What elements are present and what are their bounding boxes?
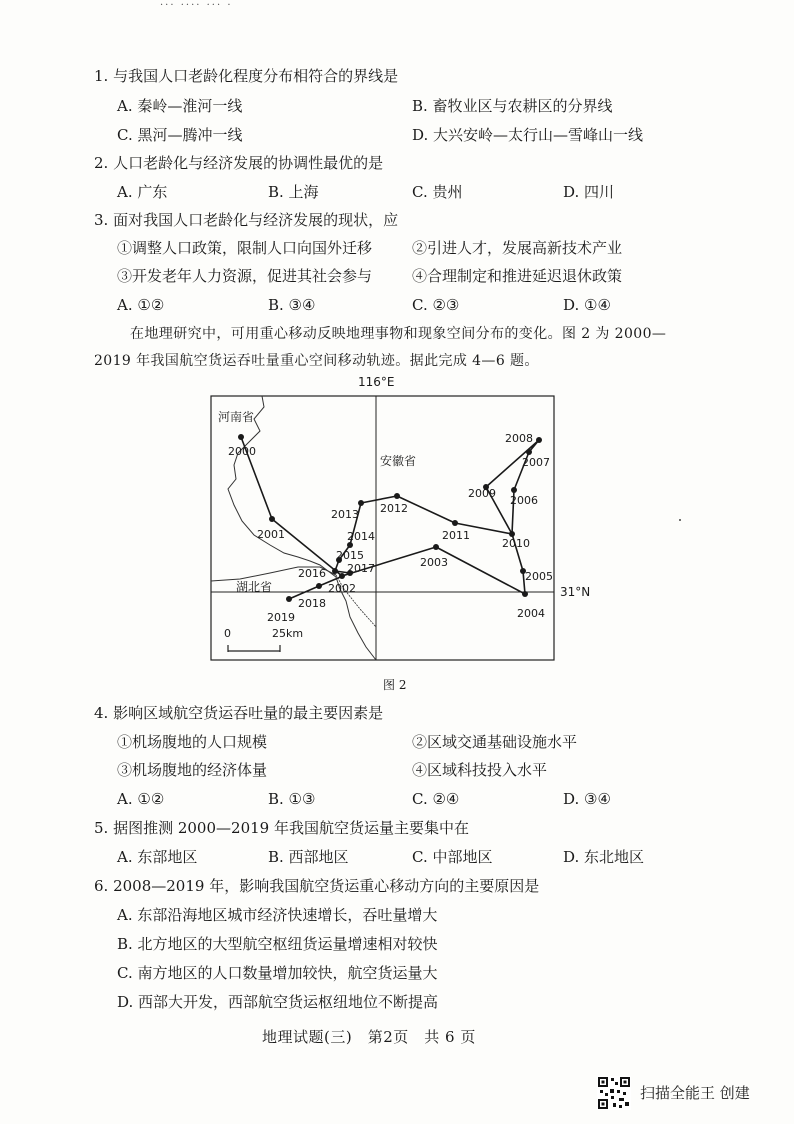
question-3-option-b: B. ③④ [268,296,316,314]
question-4-statement-4: ④区域科技投入水平 [412,761,548,779]
trajectory-point-2008 [536,437,542,443]
question-6-option-a: A. 东部沿海地区城市经济快速增长，吞吐量增大 [117,906,438,924]
question-4-option-b: B. ①③ [268,790,316,808]
province-label-henan: 河南省 [218,410,255,424]
province-label-hubei: 湖北省 [236,580,273,594]
question-3-statement-3: ③开发老年人力资源，促进其社会参与 [117,267,373,285]
question-5-option-c: C. 中部地区 [412,848,493,866]
year-label-2007: 2007 [522,456,550,469]
trajectory-point-2013 [358,500,364,506]
longitude-label: 116°E [358,375,395,389]
question-3-statement-4: ④合理制定和推进延迟退休政策 [412,267,623,285]
year-label-2015: 2015 [336,549,364,562]
year-label-2006: 2006 [510,494,538,507]
trajectory-point-2002 [339,573,345,579]
trajectory-point-2003 [433,544,439,550]
scanner-watermark: 扫描全能王 创建 [640,1084,750,1102]
question-3-stem: 3. 面对我国人口老龄化与经济发展的现状，应 [94,211,399,229]
question-3-statement-2: ②引进人才，发展高新技术产业 [412,239,623,257]
question-6-stem: 6. 2008—2019 年，影响我国航空货运重心移动方向的主要原因是 [94,877,540,895]
stray-dot [679,519,681,521]
latitude-label: 31°N [560,585,591,599]
question-5-option-d: D. 东北地区 [563,848,645,866]
year-label-2011: 2011 [442,529,470,542]
figure-caption: 图 2 [383,678,407,692]
province-label-anhui: 安徽省 [380,454,417,468]
trajectory-point-2004 [522,591,528,597]
question-6-option-d: D. 西部大开发，西部航空货运枢纽地位不断提高 [117,993,439,1011]
year-label-2000: 2000 [228,445,256,458]
question-2-option-a: A. 广东 [117,183,168,201]
question-2-stem: 2. 人口老龄化与经济发展的协调性最优的是 [94,154,384,172]
top-scan-marks: ··· ···· ··· · [160,0,233,11]
year-label-2004: 2004 [517,607,545,620]
cargo-center-trajectory-map [210,395,555,661]
question-3-statement-1: ①调整人口政策，限制人口向国外迁移 [117,239,373,257]
trajectory-point-2011 [452,520,458,526]
year-label-2012: 2012 [380,502,408,515]
question-2-option-c: C. 贵州 [412,183,463,201]
trajectory-point-2000 [238,434,244,440]
question-5-option-a: A. 东部地区 [117,848,198,866]
question-3-option-c: C. ②③ [412,296,460,314]
trajectory-point-2019 [286,596,292,602]
question-6-option-b: B. 北方地区的大型航空枢纽货运量增速相对较快 [117,935,438,953]
qr-code-icon [597,1076,631,1110]
question-4-statement-2: ②区域交通基础设施水平 [412,733,578,751]
figure-intro-line-2: 2019 年我国航空货运吞吐量重心空间移动轨迹。据此完成 4—6 题。 [94,353,539,369]
figure-intro-line-1: 在地理研究中，可用重心移动反映地理事物和现象空间分布的变化。图 2 为 2000— [130,326,667,342]
question-2-option-d: D. 四川 [563,183,615,201]
trajectory-point-2012 [394,493,400,499]
question-3-option-a: A. ①② [117,296,165,314]
question-4-option-a: A. ①② [117,790,165,808]
question-5-option-b: B. 西部地区 [268,848,349,866]
trajectory-point-2016 [332,568,338,574]
question-1-option-c: C. 黑河—腾冲一线 [117,126,243,144]
year-label-2002: 2002 [328,582,356,595]
year-label-2016: 2016 [298,567,326,580]
question-1-stem: 1. 与我国人口老龄化程度分布相符合的界线是 [94,67,399,85]
year-label-2017: 2017 [347,562,375,575]
page-footer: 地理试题(三) 第2页 共 6 页 [262,1028,476,1046]
scale-zero-label: 0 [224,627,231,640]
year-label-2003: 2003 [420,556,448,569]
year-label-2010: 2010 [502,537,530,550]
scale-distance-label: 25km [272,627,304,640]
question-4-stem: 4. 影响区域航空货运吞吐量的最主要因素是 [94,704,384,722]
question-5-stem: 5. 据图推测 2000—2019 年我国航空货运量主要集中在 [94,819,469,837]
year-label-2009: 2009 [468,487,496,500]
trajectory-point-2018 [316,583,322,589]
question-2-option-b: B. 上海 [268,183,319,201]
question-1-option-b: B. 畜牧业区与农耕区的分界线 [412,97,613,115]
year-label-2013: 2013 [331,508,359,521]
year-label-2008: 2008 [505,432,533,445]
year-label-2005: 2005 [525,570,553,583]
year-label-2018: 2018 [298,597,326,610]
trajectory-point-2007 [526,449,532,455]
question-3-option-d: D. ①④ [563,296,611,314]
trajectory-point-2001 [269,516,275,522]
question-4-option-c: C. ②④ [412,790,460,808]
year-label-2019: 2019 [267,611,295,624]
question-6-option-c: C. 南方地区的人口数量增加较快，航空货运量大 [117,964,438,982]
question-1-option-a: A. 秦岭—淮河一线 [117,97,243,115]
question-4-option-d: D. ③④ [563,790,611,808]
question-1-option-d: D. 大兴安岭—太行山—雪峰山一线 [412,126,644,144]
year-label-2001: 2001 [257,528,285,541]
year-label-2014: 2014 [347,530,375,543]
trajectory-point-2006 [511,487,517,493]
question-4-statement-1: ①机场腹地的人口规模 [117,733,268,751]
question-4-statement-3: ③机场腹地的经济体量 [117,761,268,779]
